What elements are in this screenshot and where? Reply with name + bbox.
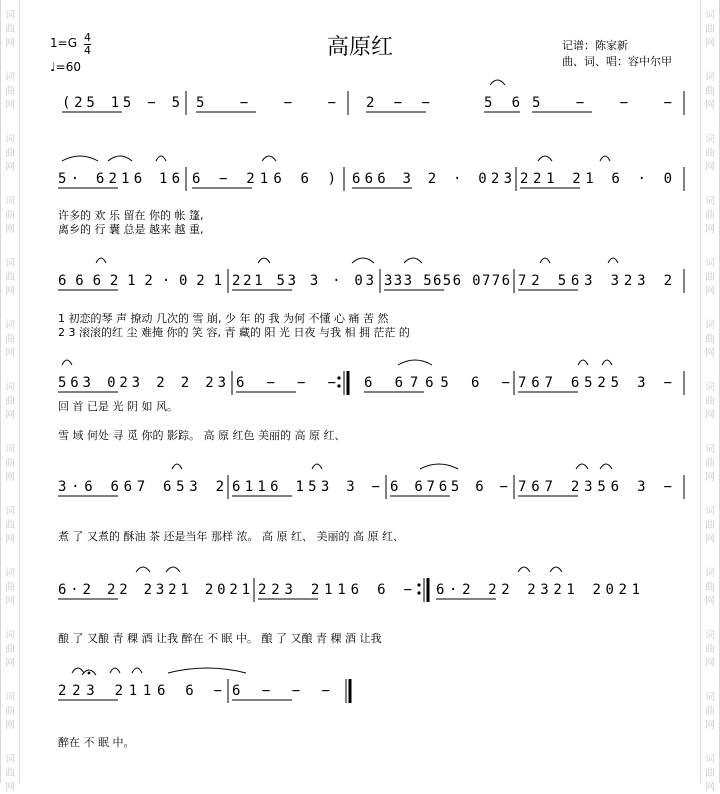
watermark-char: 网 xyxy=(705,38,715,49)
watermark-char: 曲 xyxy=(5,272,15,283)
watermark-char: 网 xyxy=(5,658,15,669)
watermark-char: 曲 xyxy=(705,24,715,35)
repeat-dot xyxy=(417,591,420,594)
watermark-char: 词 xyxy=(705,444,715,455)
key-signature: 1=G xyxy=(50,36,77,50)
watermark-char: 曲 xyxy=(5,458,15,469)
watermark-char: 曲 xyxy=(705,148,715,159)
note-group: 5· 6216 16 xyxy=(58,171,180,187)
slur-arc xyxy=(490,80,505,85)
note-group: 221 21 6 · 0 xyxy=(520,171,672,187)
lyric-line: 离乡的 行 囊 总是 越来 越 重, xyxy=(58,223,204,236)
watermark-char: 曲 xyxy=(5,582,15,593)
watermark-char: 词 xyxy=(5,568,15,579)
watermark-char: 词 xyxy=(5,134,15,145)
watermark-char: 曲 xyxy=(5,768,15,779)
watermark-char: 网 xyxy=(5,534,15,545)
note-group: 6 6765 6 − xyxy=(364,375,510,391)
watermark-char: 词 xyxy=(705,630,715,641)
watermark-char: 网 xyxy=(705,410,715,421)
watermark-char: 词 xyxy=(5,630,15,641)
slur-arc xyxy=(602,360,612,365)
note-group: 3·6 667 653 2 xyxy=(58,479,224,495)
slur-arc xyxy=(156,156,166,161)
watermark-char: 曲 xyxy=(705,272,715,283)
quarter-note-icon: ♩ xyxy=(50,60,56,74)
watermark-char: 网 xyxy=(705,472,715,483)
lyric-line: 1 初恋的琴 声 撩动 几次的 雪 崩, 少 年 的 我 为何 不懂 心 痛 苦 然 xyxy=(58,312,389,325)
lyric-line: 2 3 滚滚的红 尘 难掩 你的 笑 容, 青 藏的 阳 光 日夜 与我 相 拥 茫茫 的 xyxy=(58,326,410,339)
watermark-char: 曲 xyxy=(705,210,715,221)
song-credit: 曲、词、唱：容中尔甲 xyxy=(562,55,672,68)
watermark-char: 词 xyxy=(705,754,715,765)
watermark-char: 网 xyxy=(5,472,15,483)
slur-arc xyxy=(518,567,530,572)
watermark-char: 词 xyxy=(705,258,715,269)
watermark-char: 网 xyxy=(705,286,715,297)
watermark-char: 曲 xyxy=(705,582,715,593)
note-group: (25 15 − 5 xyxy=(62,95,180,111)
watermark-char: 曲 xyxy=(705,334,715,345)
note-group: 56 xyxy=(484,95,520,111)
note-group: 5 − − − xyxy=(196,95,336,111)
slur-arc xyxy=(608,258,618,263)
watermark-char: 网 xyxy=(5,596,15,607)
watermark-char: 词 xyxy=(705,72,715,83)
note-group: 666212·021 xyxy=(58,273,222,289)
slur-arc xyxy=(62,360,72,365)
watermark-char: 网 xyxy=(5,410,15,421)
slur-arc xyxy=(600,156,610,161)
slur-arc xyxy=(96,258,106,263)
watermark-char: 词 xyxy=(5,444,15,455)
watermark-char: 曲 xyxy=(5,86,15,97)
watermark-char: 网 xyxy=(5,100,15,111)
song-title: 高原红 xyxy=(326,35,393,60)
note-group: 767 2356 3 − xyxy=(518,479,672,495)
note-group: 333 5656 0776 xyxy=(384,273,510,289)
watermark-char: 曲 xyxy=(5,334,15,345)
watermark-char: 词 xyxy=(705,692,715,703)
watermark-char: 曲 xyxy=(5,706,15,717)
watermark-char: 词 xyxy=(705,134,715,145)
note-group: 6·2 22 2321 2021 xyxy=(436,582,640,598)
watermark-char: 曲 xyxy=(5,148,15,159)
slur-arc xyxy=(540,258,550,263)
slur-arc xyxy=(352,258,374,263)
watermark-char: 词 xyxy=(5,196,15,207)
tempo-value: =60 xyxy=(55,60,81,74)
slur-arc xyxy=(550,567,562,572)
watermark-char: 曲 xyxy=(5,24,15,35)
watermark-char: 曲 xyxy=(5,210,15,221)
note-group: 223 2116 6 − xyxy=(58,683,222,699)
slur-arc xyxy=(420,464,458,469)
repeat-dot xyxy=(337,384,340,387)
watermark-char: 网 xyxy=(705,782,715,793)
watermark-char: 词 xyxy=(705,10,715,21)
watermark-char: 网 xyxy=(705,100,715,111)
slur-arc xyxy=(168,668,246,673)
watermark-char: 词 xyxy=(5,72,15,83)
watermark-char: 网 xyxy=(705,720,715,731)
watermark-char: 词 xyxy=(5,10,15,21)
lyric-line: 煮 了 又煮的 酥油 茶 还是当年 那样 浓。 高 原 红、 美丽的 高 原 红、 xyxy=(58,530,404,543)
watermark-char: 曲 xyxy=(5,520,15,531)
watermark-char: 网 xyxy=(5,286,15,297)
watermark-char: 词 xyxy=(5,258,15,269)
slur-arc xyxy=(136,567,150,572)
watermark-char: 网 xyxy=(705,348,715,359)
slur-arc xyxy=(62,156,98,161)
watermark-char: 词 xyxy=(705,382,715,393)
watermark-char: 词 xyxy=(705,196,715,207)
note-group: 6116 153 3 − xyxy=(232,479,380,495)
watermark-char: 网 xyxy=(705,596,715,607)
slur-arc xyxy=(578,360,588,365)
watermark-char: 网 xyxy=(705,658,715,669)
watermark-char: 曲 xyxy=(705,706,715,717)
note-group: 6 − − − xyxy=(236,375,336,391)
slur-arc xyxy=(262,156,276,161)
watermark-char: 网 xyxy=(5,782,15,793)
slur-arc xyxy=(538,156,552,161)
watermark-char: 词 xyxy=(5,506,15,517)
watermark-char: 网 xyxy=(5,224,15,235)
note-group: 72 563 323 2 xyxy=(518,273,672,289)
repeat-dot xyxy=(417,583,420,586)
fermata-dot xyxy=(88,672,91,675)
time-numerator: 4 xyxy=(84,31,91,44)
watermark-char: 曲 xyxy=(705,520,715,531)
watermark-char: 曲 xyxy=(5,396,15,407)
note-group: 6 − − − xyxy=(232,683,330,699)
watermark-char: 网 xyxy=(5,162,15,173)
note-group: 6·2 22 2321 2021 xyxy=(58,582,250,598)
watermark-char: 词 xyxy=(705,568,715,579)
watermark-char: 曲 xyxy=(705,458,715,469)
slur-arc xyxy=(258,258,270,263)
slur-arc xyxy=(110,668,120,673)
lyric-line: 雪 域 何处 寻 觅 你的 影踪。 高 原 红色 美丽的 高 原 红、 xyxy=(58,429,346,442)
note-group: 221 53 3 · 03 xyxy=(232,273,374,289)
watermark-char: 曲 xyxy=(705,396,715,407)
watermark-char: 曲 xyxy=(705,768,715,779)
repeat-dot xyxy=(337,376,340,379)
watermark-char: 网 xyxy=(705,534,715,545)
note-group: 563 023 2 2 23 xyxy=(58,375,226,391)
watermark-char: 词 xyxy=(705,320,715,331)
slur-arc xyxy=(404,258,422,263)
slur-arc xyxy=(72,668,84,673)
time-denominator: 4 xyxy=(84,44,91,57)
watermark-char: 词 xyxy=(5,382,15,393)
notation-credit: 记谱：陈家新 xyxy=(562,39,628,52)
watermark-char: 网 xyxy=(5,348,15,359)
watermark-char: 网 xyxy=(705,224,715,235)
note-group: 6 6765 6 − xyxy=(390,479,508,495)
slur-arc xyxy=(172,464,182,469)
slur-arc xyxy=(398,360,432,365)
lyric-line: 回 首 已是 光 阴 如 风。 xyxy=(58,400,178,413)
slur-arc xyxy=(576,464,588,469)
watermark-char: 词 xyxy=(5,320,15,331)
slur-arc xyxy=(600,464,612,469)
note-group: 2 − − xyxy=(366,95,430,111)
note-group: 767 6525 3 − xyxy=(518,375,672,391)
note-group: 5 − − − xyxy=(532,95,672,111)
watermark-char: 曲 xyxy=(705,644,715,655)
slur-arc xyxy=(108,156,132,161)
slur-arc xyxy=(166,567,180,572)
note-group: 6 − 216 6 ) xyxy=(192,171,336,187)
lyric-line: 醉在 不 眠 中。 xyxy=(58,736,135,749)
slur-arc xyxy=(132,668,142,673)
watermark-char: 词 xyxy=(705,506,715,517)
note-group: 666 3 2 · 023 xyxy=(352,171,512,187)
watermark-char: 曲 xyxy=(705,86,715,97)
watermark-char: 词 xyxy=(5,692,15,703)
slur-arc xyxy=(312,464,322,469)
watermark-char: 词 xyxy=(5,754,15,765)
lyric-line: 许多的 欢 乐 留在 你的 帐 篷, xyxy=(58,209,204,222)
watermark-char: 网 xyxy=(5,720,15,731)
watermark-char: 网 xyxy=(5,38,15,49)
lyric-line: 酿 了 又酿 青 稞 酒 让我 醉在 不 眠 中。 酿 了 又酿 青 稞 酒 让我 xyxy=(58,632,382,645)
watermark-char: 网 xyxy=(705,162,715,173)
watermark-char: 曲 xyxy=(5,644,15,655)
note-group: 223 2116 6 − xyxy=(258,582,412,598)
